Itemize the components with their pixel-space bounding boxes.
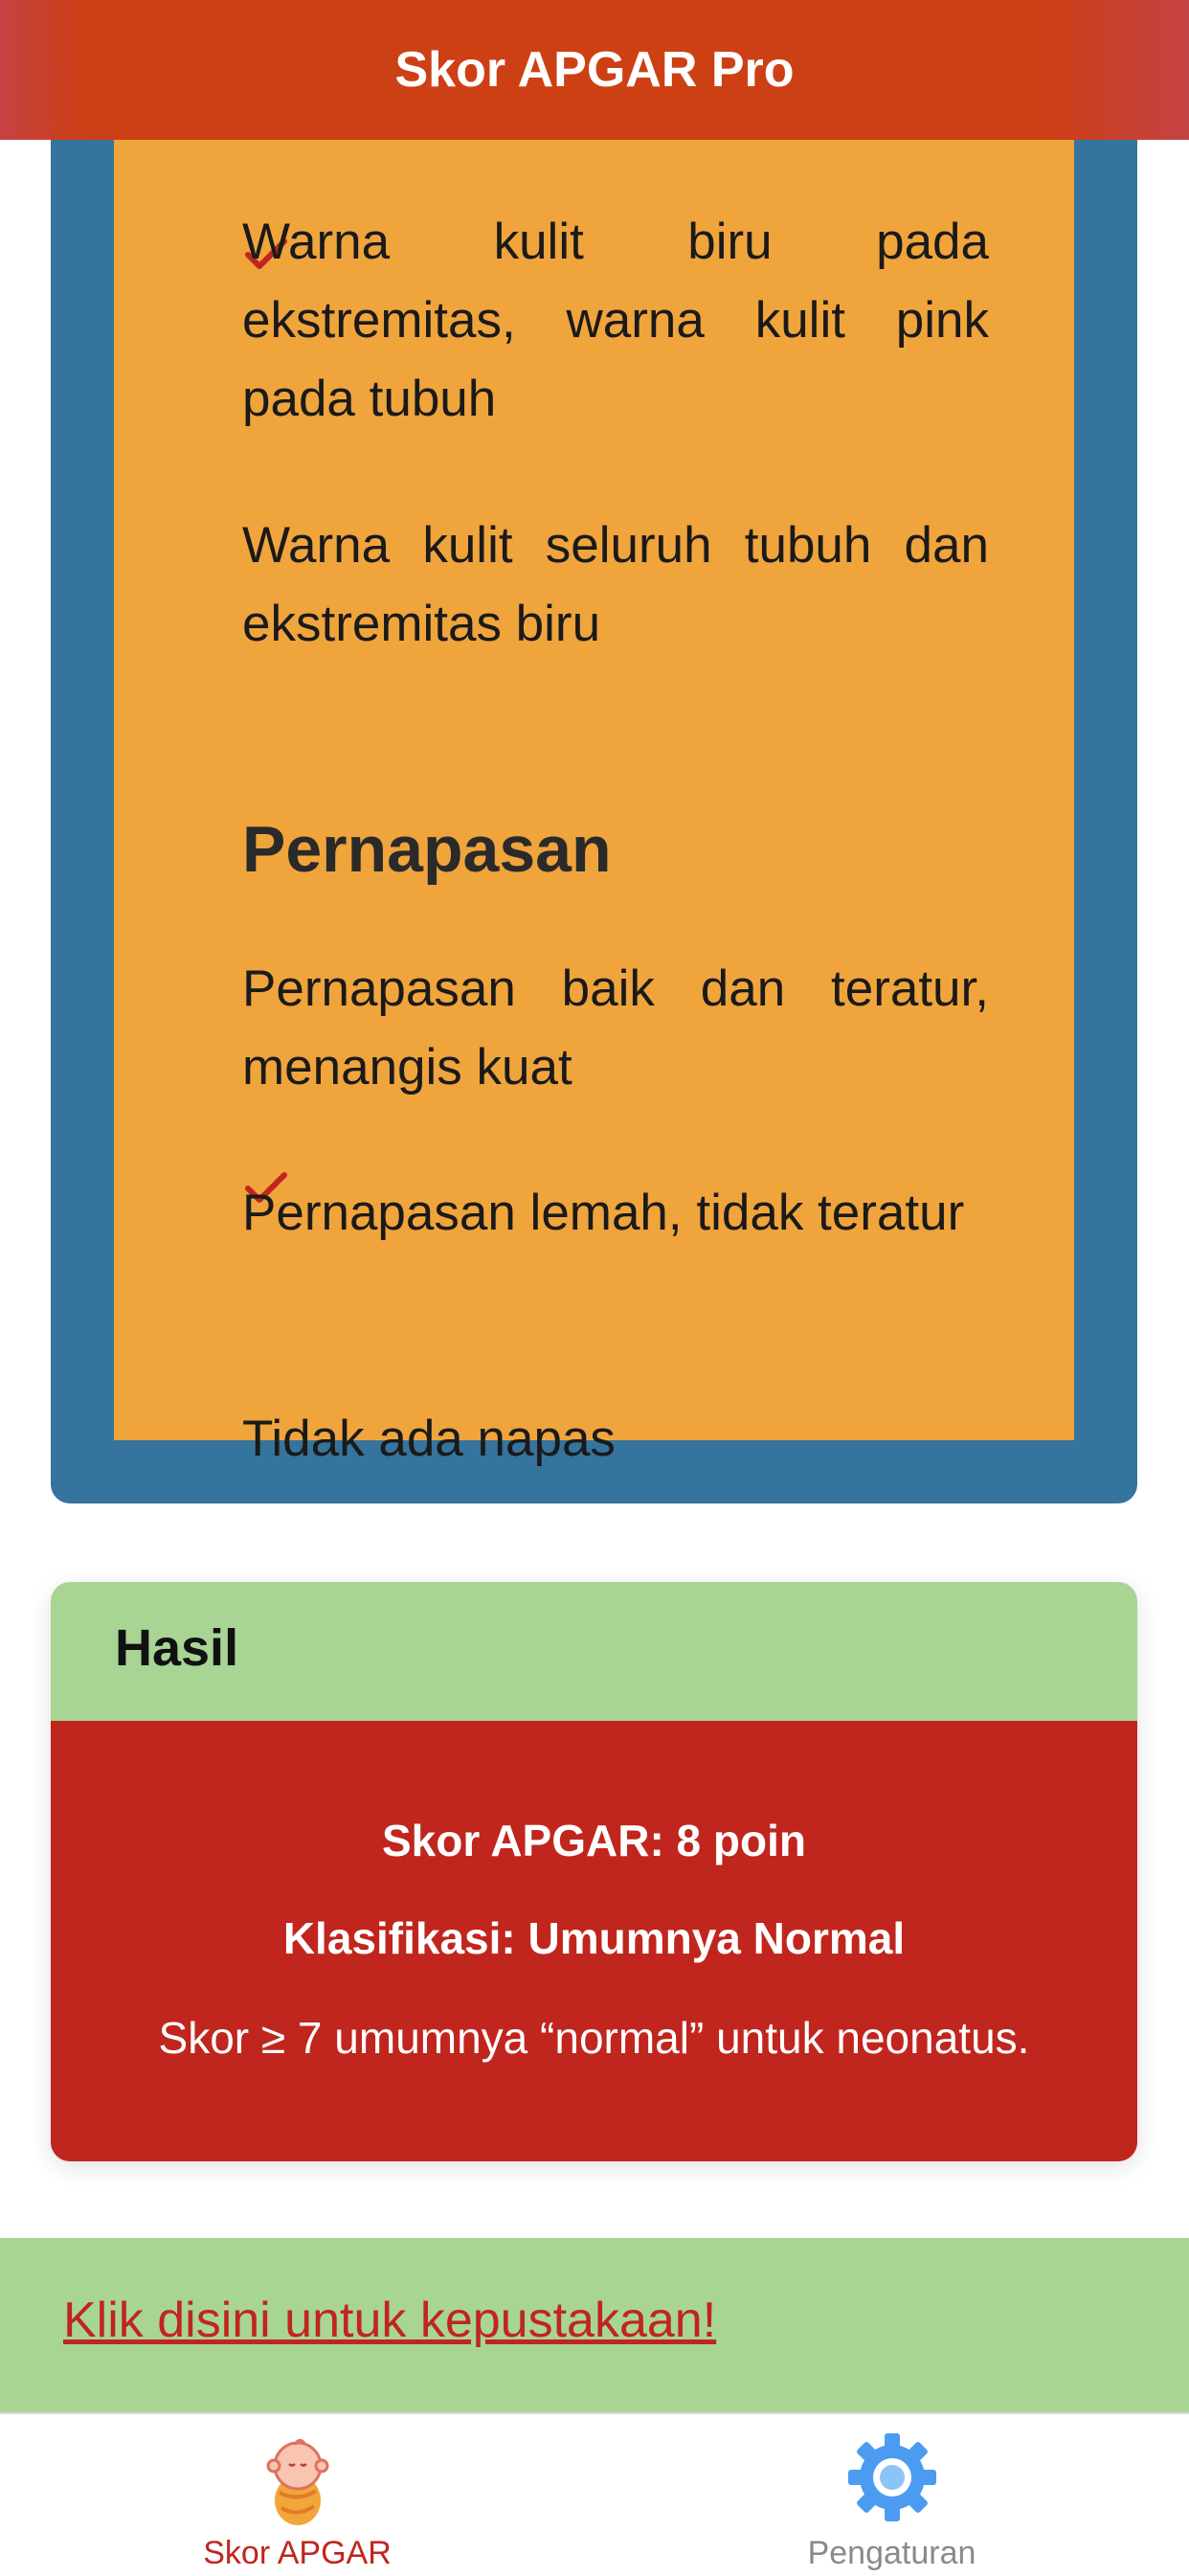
app-header xyxy=(0,0,1189,140)
score-note: Skor ≥ 7 umumnya “normal” untuk neonatus. xyxy=(158,2013,1030,2063)
gear-icon xyxy=(840,2431,945,2527)
tab-skor-apgar[interactable] xyxy=(0,2414,594,2576)
criteria-card xyxy=(51,77,1137,1503)
result-card xyxy=(51,1582,1137,2161)
tab-label-skor-apgar: Skor APGAR xyxy=(203,2535,392,2571)
color-option-1[interactable]: Warna kulit biru pada ekstremitas, warna kulit pink pada tubuh xyxy=(242,214,989,427)
breathing-option-2[interactable]: Pernapasan lemah, tidak teratur xyxy=(242,1185,965,1241)
section-title-breathing: Pernapasan xyxy=(242,813,612,886)
result-title: Hasil xyxy=(115,1619,239,1677)
classification: Klasifikasi: Umumnya Normal xyxy=(282,1913,906,1963)
tab-label-pengaturan: Pengaturan xyxy=(807,2535,976,2571)
reference-banner xyxy=(0,2238,1189,2412)
result-header xyxy=(51,1582,1137,1721)
tab-bar xyxy=(0,2412,1189,2576)
criteria-panel xyxy=(114,77,1074,1467)
reference-link[interactable]: Klik disini untuk kepustakaan! xyxy=(63,2293,717,2348)
color-option-2[interactable]: Warna kulit seluruh tubuh dan ekstremitas biru xyxy=(242,517,989,652)
breathing-option-3[interactable]: Tidak ada napas xyxy=(242,1411,616,1467)
baby-icon xyxy=(245,2431,350,2527)
tab-pengaturan[interactable] xyxy=(594,2414,1189,2576)
apgar-score: Skor APGAR: 8 poin xyxy=(382,1816,806,1865)
breathing-option-1[interactable]: Pernapasan baik dan teratur, menangis kuat xyxy=(242,960,989,1096)
page-title: Skor APGAR Pro xyxy=(394,42,795,98)
result-body xyxy=(51,1721,1137,2161)
